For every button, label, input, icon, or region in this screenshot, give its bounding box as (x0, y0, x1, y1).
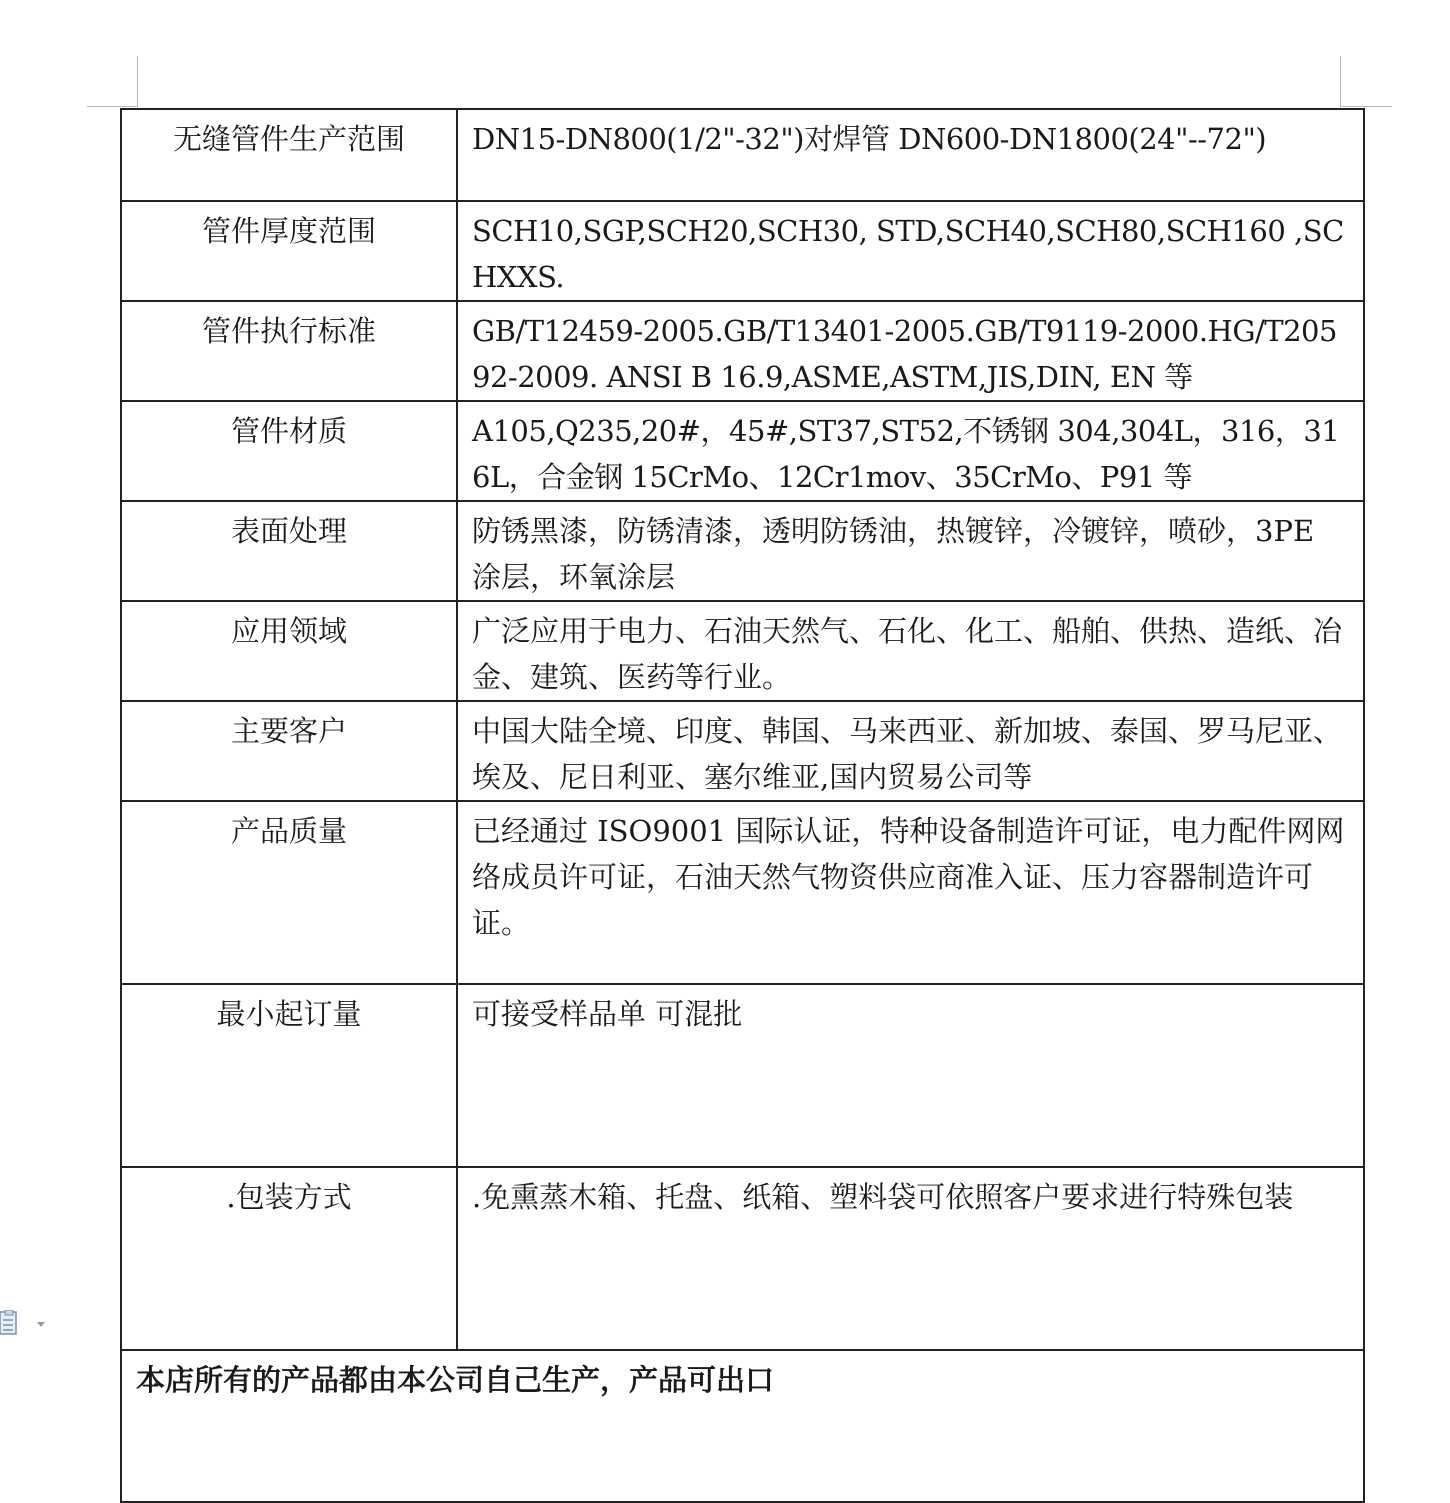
row-label-seamless-range: 无缝管件生产范围 (121, 109, 457, 201)
row-label-application: 应用领域 (121, 601, 457, 701)
row-value-moq: 可接受样品单 可混批 (457, 984, 1364, 1167)
row-label-packaging: .包装方式 (121, 1167, 457, 1350)
row-value-thickness-range: SCH10,SGP,SCH20,SCH30, STD,SCH40,SCH80,SCH160 ,SCHXXS. (457, 201, 1364, 301)
row-label-thickness-range: 管件厚度范围 (121, 201, 457, 301)
row-label-customers: 主要客户 (121, 701, 457, 801)
row-label-surface: 表面处理 (121, 501, 457, 601)
product-spec-table (120, 108, 1365, 1503)
margin-mark-top-right-vertical (1340, 56, 1341, 106)
footer-note: 本店所有的产品都由本公司自己生产，产品可出口 (121, 1350, 1364, 1502)
table-row (121, 1167, 1364, 1350)
row-value-customers: 中国大陆全境、印度、韩国、马来西亚、新加坡、泰国、罗马尼亚、埃及、尼日利亚、塞尔维亚,国内贸易公司等 (457, 701, 1364, 801)
row-value-packaging: .免熏蒸木箱、托盘、纸箱、塑料袋可依照客户要求进行特殊包装 (457, 1167, 1364, 1350)
row-value-material: A105,Q235,20#，45#,ST37,ST52,不锈钢 304,304L，316，316L，合金钢 15CrMo、12Cr1mov、35CrMo、P91 等 (457, 401, 1364, 501)
table-row (121, 109, 1364, 201)
table-row (121, 984, 1364, 1167)
table-row (121, 1350, 1364, 1502)
row-label-material: 管件材质 (121, 401, 457, 501)
row-value-surface: 防锈黑漆，防锈清漆，透明防锈油，热镀锌，冷镀锌，喷砂，3PE 涂层，环氧涂层 (457, 501, 1364, 601)
row-label-quality: 产品质量 (121, 801, 457, 984)
paste-options-icon (0, 1310, 50, 1340)
table-row (121, 701, 1364, 801)
table-row (121, 401, 1364, 501)
row-value-seamless-range: DN15-DN800(1/2"-32")对焊管 DN600-DN1800(24"--72") (457, 109, 1364, 201)
chevron-down-icon (37, 1322, 45, 1327)
table-row (121, 801, 1364, 984)
table-row (121, 601, 1364, 701)
table-row (121, 201, 1364, 301)
row-value-application: 广泛应用于电力、石油天然气、石化、化工、船舶、供热、造纸、冶金、建筑、医药等行业。 (457, 601, 1364, 701)
row-label-moq: 最小起订量 (121, 984, 457, 1167)
margin-mark-top-left-horizontal (87, 106, 138, 107)
paste-options-button[interactable] (0, 1310, 50, 1340)
table-row (121, 301, 1364, 401)
row-label-standards: 管件执行标准 (121, 301, 457, 401)
margin-mark-top-left-vertical (137, 56, 138, 106)
table-row (121, 501, 1364, 601)
row-value-standards: GB/T12459-2005.GB/T13401-2005.GB/T9119-2000.HG/T20592-2009. ANSI B 16.9,ASME,ASTM,JIS,DIN, EN 等 (457, 301, 1364, 401)
row-value-quality: 已经通过 ISO9001 国际认证，特种设备制造许可证，电力配件网网络成员许可证，石油天然气物资供应商准入证、压力容器制造许可证。 (457, 801, 1364, 984)
margin-mark-top-right-horizontal (1340, 106, 1392, 107)
